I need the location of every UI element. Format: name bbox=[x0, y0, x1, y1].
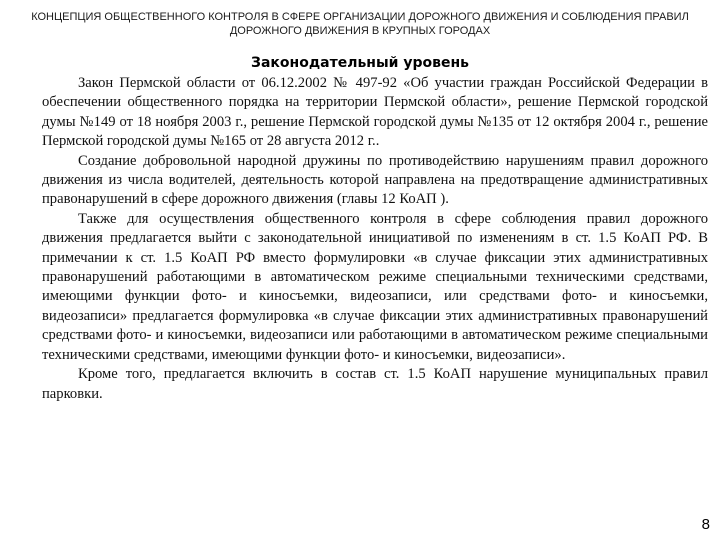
paragraph-initiative: Также для осуществления общественного контроля в сфере соблюдения правил дорожного движения предлагается выйти с законодательной инициативой по изменениям в ст. 1.5 КоАП РФ. В примечании к ст. 1.5 КоАП РФ вместо формулировки «в случае фиксации этих административных правонарушений работающими в автоматическом режиме специальными техническими средствами, имеющими функции фото- и киносъемки, видеозаписи, или средствами фото- и киносъемки, видеозаписи» предлагается формулировка «в случае фиксации этих административных правонарушений средствами фото- и киносъемки, видеозаписи или работающими в автоматическом режиме специальными техническими средствами, имеющими функции фото- и киносъемки, видеозаписи». bbox=[42, 210, 708, 363]
paragraph-patrol: Создание добровольной народной дружины по противодействию нарушениям правил дорожного движения из числа водителей, деятельность которой направлена на предотвращение административных правонарушений в сфере дорожного движения (главы 12 КоАП ). bbox=[42, 152, 708, 208]
paragraph-law: Закон Пермской области от 06.12.2002 № 497-92 «Об участии граждан Российской Федерации в обеспечении общественного порядка на территории Пермской области», решение Пермской городской думы №149 от 18 ноября 2003 г., решение Пермской городской думы №135 от 12 октября 2004 г., решение Пермской городской думы №165 от 28 августа 2012 г.. bbox=[42, 75, 708, 150]
body-text bbox=[42, 74, 708, 404]
paragraph-parking: Кроме того, предлагается включить в состав ст. 1.5 КоАП нарушение муниципальных правил парковки. bbox=[42, 366, 708, 402]
page-number: 8 bbox=[701, 516, 710, 533]
slide-header: КОНЦЕПЦИЯ ОБЩЕСТВЕННОГО КОНТРОЛЯ В СФЕРЕ ОРГАНИЗАЦИИ ДОРОЖНОГО ДВИЖЕНИЯ И СОБЛЮДЕНИЯ ПРАВИЛ ДОРОЖНОГО ДВИЖЕНИЯ В КРУПНЫХ ГОРОДАХ bbox=[31, 11, 689, 37]
section-title: Законодательный уровень bbox=[251, 55, 469, 71]
